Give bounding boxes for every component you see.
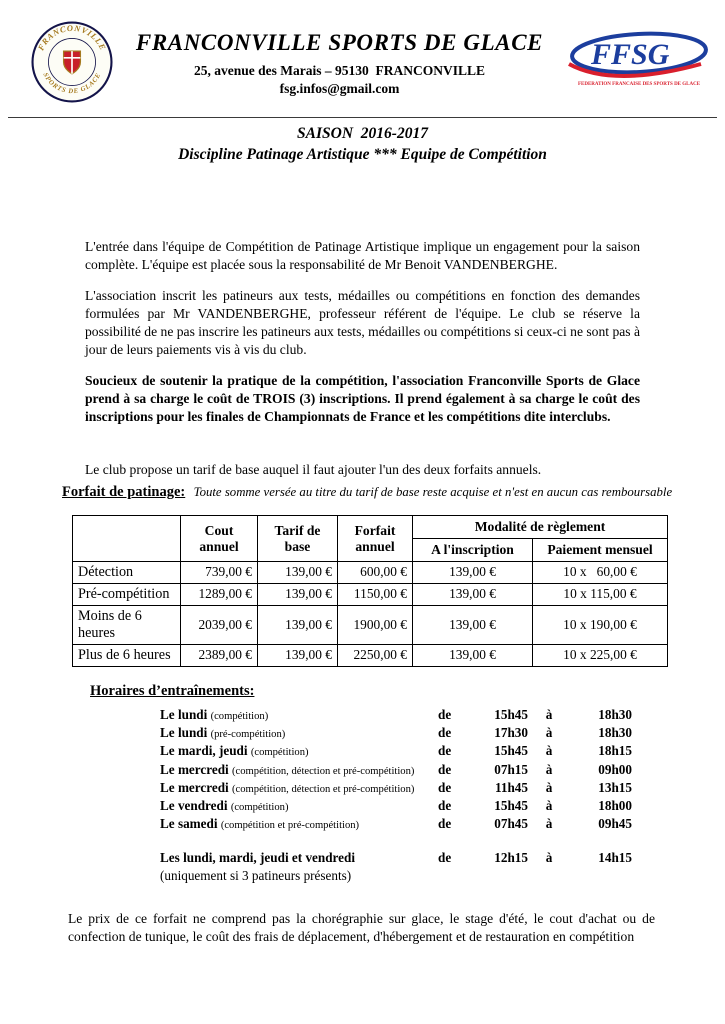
tarif-base-value: 139,00 € bbox=[258, 605, 338, 644]
row-label: Pré-compétition bbox=[73, 583, 181, 605]
horaires-heading: Horaires d’entraînements: bbox=[90, 682, 255, 699]
schedule-de: de bbox=[438, 743, 452, 759]
schedule-row bbox=[160, 724, 632, 742]
schedule-a: à bbox=[545, 798, 553, 814]
header-identity-block bbox=[118, 20, 561, 97]
schedule-day: Le vendredi bbox=[160, 798, 228, 814]
forfait-annuel-value: 1150,00 € bbox=[338, 583, 413, 605]
schedule-start-time: 15h45 bbox=[494, 798, 528, 814]
schedule-row bbox=[160, 815, 632, 833]
schedule-rows bbox=[0, 706, 725, 884]
forfait-note: Toute somme versée au titre du tarif de base reste acquise et n'est en aucun cas remboursable bbox=[193, 485, 673, 500]
inscription-value: 139,00 € bbox=[413, 583, 533, 605]
tarif-base-value: 139,00 € bbox=[258, 583, 338, 605]
row-label: Plus de 6 heures bbox=[73, 644, 181, 666]
schedule-end-time: 14h15 bbox=[598, 849, 632, 865]
table-header-row-1 bbox=[73, 516, 668, 539]
club-badge-icon bbox=[30, 20, 114, 104]
schedule-end-time: 18h15 bbox=[598, 743, 632, 759]
schedule-a: à bbox=[545, 849, 553, 865]
schedule-a: à bbox=[545, 779, 553, 795]
schedule-start-time: 15h45 bbox=[494, 743, 528, 759]
schedule-day: Le mercredi bbox=[160, 779, 229, 795]
schedule-de: de bbox=[438, 779, 452, 795]
badge-arc-top-text: FRANCONVILLE bbox=[36, 23, 108, 52]
table-row-pre-competition bbox=[73, 583, 668, 605]
schedule-a: à bbox=[545, 816, 553, 832]
club-email: fsg.infos@gmail.com bbox=[279, 81, 400, 96]
schedule-category: (compétition) bbox=[250, 747, 309, 759]
forfait-heading: Forfait de patinage: bbox=[62, 484, 186, 501]
schedule-a: à bbox=[545, 761, 553, 777]
schedule-start-time: 07h15 bbox=[494, 761, 528, 777]
badge-arc-bottom-text: SPORTS DE GLACE bbox=[41, 71, 103, 96]
table-header-inscription: A l'inscription bbox=[413, 539, 533, 562]
schedule-category: (compétition, détection et pré-compétition) bbox=[232, 765, 415, 777]
mensuel-value: 10 x 225,00 € bbox=[533, 644, 668, 666]
paragraph-prise-en-charge: Soucieux de soutenir la pratique de la compétition, l'association Franconville Sports de Glace prend à sa charge le coût de TROIS (3) inscriptions. Il prend également à sa charge le coût des inscriptions pour les finales de Championnats de France et les compétitions dite interclubs. bbox=[85, 372, 640, 424]
row-label: Détection bbox=[73, 561, 181, 583]
club-name: FRANCONVILLE SPORTS DE GLACE bbox=[135, 30, 544, 55]
schedule-end-time: 09h00 bbox=[598, 761, 632, 777]
table-header-mensuel: Paiement mensuel bbox=[533, 539, 668, 562]
header-divider bbox=[8, 117, 717, 118]
table-row-detection bbox=[73, 561, 668, 583]
tarif-base-value: 139,00 € bbox=[258, 644, 338, 666]
table-row-moins-6h bbox=[73, 605, 668, 644]
cout-annuel-value: 739,00 € bbox=[181, 561, 258, 583]
schedule-day: Le mercredi bbox=[160, 761, 229, 777]
mensuel-value: 10 x 115,00 € bbox=[533, 583, 668, 605]
schedule-end-time: 18h30 bbox=[598, 706, 632, 722]
table-header-tarif: Tarif de base bbox=[258, 516, 338, 561]
schedule-day: Les lundi, mardi, jeudi et vendredi bbox=[160, 849, 356, 865]
cout-annuel-value: 2389,00 € bbox=[181, 644, 258, 666]
schedule-a: à bbox=[545, 724, 553, 740]
discipline-title: Discipline Patinage Artistique *** Equipe de Compétition bbox=[178, 146, 547, 163]
inscription-value: 139,00 € bbox=[413, 561, 533, 583]
schedule-de: de bbox=[438, 706, 452, 722]
schedule-category: (compétition, détection et pré-compétition) bbox=[232, 783, 415, 795]
paragraph-tarif-de-base: Le club propose un tarif de base auquel il faut ajouter l'un des deux forfaits annuels. bbox=[85, 462, 542, 478]
cout-annuel-value: 1289,00 € bbox=[181, 583, 258, 605]
forfait-annuel-value: 600,00 € bbox=[338, 561, 413, 583]
schedule-category: (pré-compétition) bbox=[210, 728, 286, 740]
club-badge-logo bbox=[30, 20, 118, 109]
inscription-value: 139,00 € bbox=[413, 644, 533, 666]
cout-annuel-value: 2039,00 € bbox=[181, 605, 258, 644]
schedule-end-time: 18h00 bbox=[598, 798, 632, 814]
schedule-row bbox=[160, 706, 632, 724]
schedule-end-time: 13h15 bbox=[598, 779, 632, 795]
schedule-start-time: 07h45 bbox=[494, 816, 528, 832]
body-text-block bbox=[85, 238, 640, 479]
paragraph-inscriptions: L'association inscrit les patineurs aux tests, médailles ou compétitions en fonction des demandes formulées par Mr VANDENBERGHE, professeur référent de l'équipe. Le club se réserve la possibilité de ne pas inscrire les patineurs aux tests, médailles ou compétitions si ceux-ci ne sont pas à jour de leurs paiements vis à vis du club. bbox=[85, 287, 640, 357]
ffsg-logo bbox=[561, 20, 711, 93]
ffsg-tagline: FEDERATION FRANCAISE DES SPORTS DE GLACE bbox=[577, 82, 701, 87]
schedule-category: (compétition) bbox=[210, 710, 269, 722]
inscription-value: 139,00 € bbox=[413, 605, 533, 644]
schedule-de: de bbox=[438, 761, 452, 777]
club-address: 25, avenue des Marais – 95130 FRANCONVILLE bbox=[193, 63, 485, 78]
schedule-row bbox=[160, 742, 632, 760]
tarif-base-value: 139,00 € bbox=[258, 561, 338, 583]
schedule-end-time: 09h45 bbox=[598, 816, 632, 832]
schedule-day: Le samedi bbox=[160, 816, 218, 832]
schedule-section bbox=[0, 683, 725, 884]
schedule-row-extra bbox=[160, 849, 632, 867]
table-header-forfait: Forfait annuel bbox=[338, 516, 413, 561]
schedule-row bbox=[160, 797, 632, 815]
schedule-day: Le lundi bbox=[160, 724, 208, 740]
forfait-line bbox=[62, 484, 725, 501]
table-row-plus-6h bbox=[73, 644, 668, 666]
schedule-de: de bbox=[438, 798, 452, 814]
season-title: SAISON 2016-2017 bbox=[297, 125, 428, 142]
schedule-de: de bbox=[438, 849, 452, 865]
ffsg-logo-icon bbox=[561, 30, 711, 88]
schedule-category: (compétition et pré-compétition) bbox=[220, 820, 360, 832]
schedule-category: (compétition) bbox=[230, 802, 289, 814]
document-header bbox=[0, 0, 725, 109]
schedule-end-time: 18h30 bbox=[598, 724, 632, 740]
schedule-day: Le lundi bbox=[160, 706, 208, 722]
schedule-start-time: 11h45 bbox=[495, 779, 528, 795]
schedule-note: (uniquement si 3 patineurs présents) bbox=[160, 867, 352, 883]
schedule-de: de bbox=[438, 816, 452, 832]
schedule-start-time: 17h30 bbox=[494, 724, 528, 740]
ffsg-acronym: FFSG bbox=[591, 38, 670, 71]
schedule-day: Le mardi, jeudi bbox=[160, 743, 248, 759]
forfait-annuel-value: 1900,00 € bbox=[338, 605, 413, 644]
schedule-start-time: 12h15 bbox=[494, 849, 528, 865]
table-header-modalite: Modalité de règlement bbox=[413, 516, 668, 539]
schedule-a: à bbox=[545, 706, 553, 722]
table-header-blank bbox=[73, 516, 181, 561]
schedule-row bbox=[160, 761, 632, 779]
schedule-row bbox=[160, 779, 632, 797]
forfait-annuel-value: 2250,00 € bbox=[338, 644, 413, 666]
paragraph-engagement: L'entrée dans l'équipe de Compétition de Patinage Artistique implique un engagement pour la saison complète. L'équipe est placée sous la responsabilité de Mr Benoit VANDENBERGHE. bbox=[85, 239, 640, 272]
schedule-start-time: 15h45 bbox=[494, 706, 528, 722]
document-title-block bbox=[0, 125, 725, 164]
mensuel-value: 10 x 190,00 € bbox=[533, 605, 668, 644]
mensuel-value: 10 x 60,00 € bbox=[533, 561, 668, 583]
paragraph-exclusions: Le prix de ce forfait ne comprend pas la chorégraphie sur glace, le stage d'été, le cout d'achat ou de confection de tunique, le coût des frais de déplacement, d'hébergement et de restauration en compétition bbox=[68, 910, 655, 945]
table-header-cout: Cout annuel bbox=[181, 516, 258, 561]
row-label: Moins de 6 heures bbox=[73, 605, 181, 644]
schedule-de: de bbox=[438, 724, 452, 740]
schedule-a: à bbox=[545, 743, 553, 759]
price-table bbox=[72, 515, 668, 666]
